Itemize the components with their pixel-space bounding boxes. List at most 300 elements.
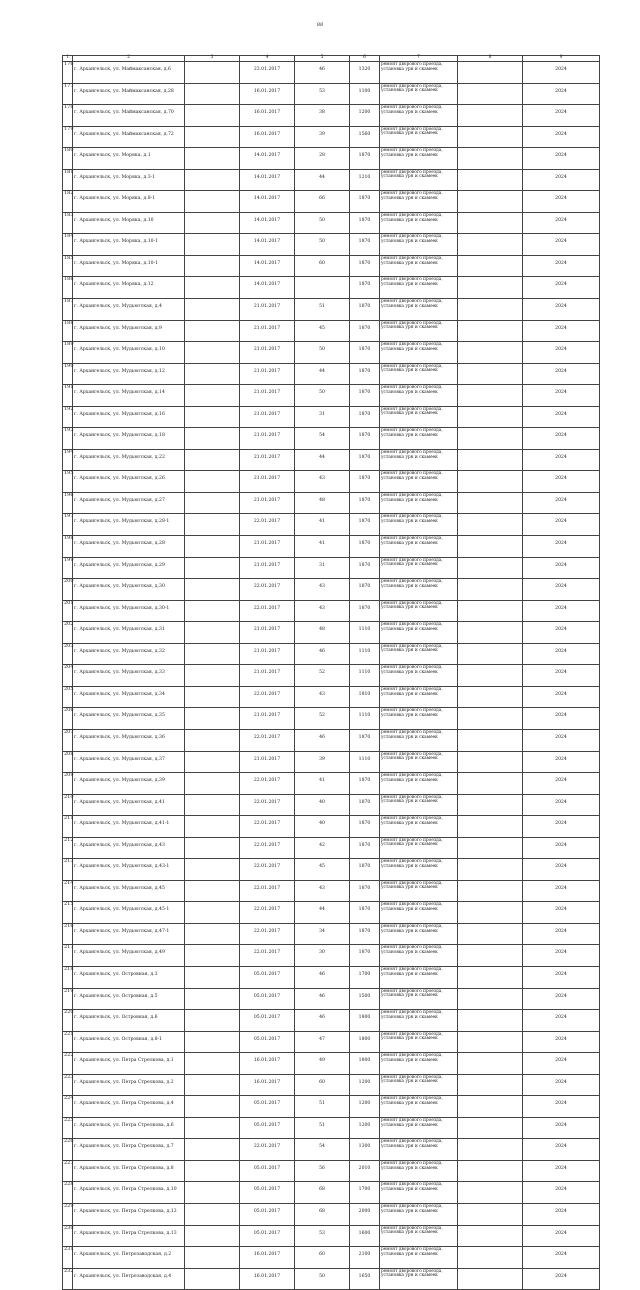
address-cell: г. Архангельск, ул. Мудьюгская, д.10: [73, 342, 185, 364]
work-type-cell: ремонт дворового проезда, установка урн и скамеек: [380, 794, 458, 816]
work-type-cell: ремонт дворового проезда, установка урн и скамеек: [380, 428, 458, 450]
address-cell: г. Архангельск, ул. Мудьюгская, д.37: [73, 751, 185, 773]
blank-cell: [458, 1053, 523, 1075]
table-row: [63, 406, 600, 428]
table-row: [63, 1139, 600, 1161]
work-type-cell: ремонт дворового проезда, установка урн и скамеек: [380, 880, 458, 902]
date-cell: 21.01.2017: [240, 643, 295, 665]
value-cell: 1650: [350, 1268, 380, 1290]
address-cell: г. Архангельск, ул. Мудьюгская, д.43: [73, 837, 185, 859]
work-type-cell: ремонт дворового проезда, установка урн и скамеек: [380, 643, 458, 665]
value-cell: 38: [295, 105, 350, 127]
value-cell: 1810: [350, 686, 380, 708]
address-cell: г. Архангельск, ул. Петра Стрелкова, д.8: [73, 1160, 185, 1182]
blank-cell: [185, 212, 240, 234]
blank-cell: [458, 169, 523, 191]
blank-cell: [458, 902, 523, 924]
year-cell: 2024: [523, 1053, 600, 1075]
blank-cell: [185, 622, 240, 644]
work-type-cell: ремонт дворового проезда, установка урн и скамеек: [380, 816, 458, 838]
value-cell: 1870: [350, 148, 380, 170]
date-cell: 22.01.2017: [240, 902, 295, 924]
table-row: [63, 148, 600, 170]
address-cell: г. Архангельск, ул. Мудьюгская, д.28: [73, 536, 185, 558]
work-type-cell: ремонт дворового проезда, установка урн и скамеек: [380, 277, 458, 299]
address-cell: г. Архангельск, ул. Мудьюгская, д.30: [73, 579, 185, 601]
date-cell: 22.01.2017: [240, 514, 295, 536]
year-cell: 2024: [523, 385, 600, 407]
blank-cell: [458, 83, 523, 105]
value-cell: 60: [295, 1074, 350, 1096]
year-cell: 2024: [523, 859, 600, 881]
date-cell: 22.01.2017: [240, 837, 295, 859]
year-cell: 2024: [523, 492, 600, 514]
value-cell: 1870: [350, 945, 380, 967]
blank-cell: [458, 342, 523, 364]
address-cell: г. Архангельск, ул. Мудьюгская, д.14: [73, 385, 185, 407]
date-cell: 16.01.2017: [240, 1247, 295, 1269]
date-cell: 22.01.2017: [240, 880, 295, 902]
date-cell: 22.01.2017: [240, 923, 295, 945]
row-number: 209: [63, 773, 73, 795]
date-cell: 21.01.2017: [240, 536, 295, 558]
blank-cell: [458, 923, 523, 945]
blank-cell: [458, 62, 523, 84]
blank-cell: [458, 1160, 523, 1182]
row-number: 211: [63, 816, 73, 838]
year-cell: 2024: [523, 277, 600, 299]
work-type-cell: ремонт дворового проезда, установка урн и скамеек: [380, 148, 458, 170]
date-cell: 14.01.2017: [240, 255, 295, 277]
row-number: 217: [63, 945, 73, 967]
table-row: [63, 966, 600, 988]
date-cell: 05.01.2017: [240, 1031, 295, 1053]
blank-cell: [185, 1010, 240, 1032]
date-cell: 05.01.2017: [240, 1010, 295, 1032]
table-row: [63, 1010, 600, 1032]
year-cell: 2024: [523, 255, 600, 277]
blank-cell: [185, 514, 240, 536]
table-row: [63, 1203, 600, 1225]
year-cell: 2024: [523, 880, 600, 902]
row-number: 194: [63, 449, 73, 471]
year-cell: 2024: [523, 363, 600, 385]
value-cell: 1870: [350, 449, 380, 471]
work-type-cell: ремонт дворового проезда, установка урн и скамеек: [380, 579, 458, 601]
value-cell: 1200: [350, 1074, 380, 1096]
work-type-cell: ремонт дворового проезда, установка урн и скамеек: [380, 837, 458, 859]
work-type-cell: ремонт дворового проезда, установка урн и скамеек: [380, 600, 458, 622]
work-type-cell: ремонт дворового проезда, установка урн и скамеек: [380, 320, 458, 342]
blank-cell: [458, 212, 523, 234]
work-type-cell: ремонт дворового проезда, установка урн и скамеек: [380, 859, 458, 881]
blank-cell: [185, 665, 240, 687]
year-cell: 2024: [523, 514, 600, 536]
row-number: 231: [63, 1247, 73, 1269]
blank-cell: [458, 1096, 523, 1118]
year-cell: 2024: [523, 945, 600, 967]
row-number: 213: [63, 859, 73, 881]
table-row: [63, 1160, 600, 1182]
date-cell: 21.01.2017: [240, 471, 295, 493]
table-row: [63, 169, 600, 191]
row-number: 222: [63, 1053, 73, 1075]
value-cell: 40: [295, 816, 350, 838]
address-cell: г. Архангельск, ул. Мудьюгская, д.29: [73, 557, 185, 579]
value-cell: 46: [295, 643, 350, 665]
table-row: [63, 902, 600, 924]
row-number: 229: [63, 1203, 73, 1225]
row-number: 180: [63, 148, 73, 170]
work-type-cell: ремонт дворового проезда, установка урн и скамеек: [380, 988, 458, 1010]
column-number: 1: [63, 56, 73, 62]
row-number: 181: [63, 169, 73, 191]
date-cell: 21.01.2017: [240, 428, 295, 450]
address-cell: г. Архангельск, ул. Моряка, д.10-1: [73, 255, 185, 277]
row-number: 203: [63, 643, 73, 665]
value-cell: 1800: [350, 1010, 380, 1032]
table-row: [63, 536, 600, 558]
year-cell: 2024: [523, 708, 600, 730]
value-cell: 50: [295, 1268, 350, 1290]
blank-cell: [458, 536, 523, 558]
value-cell: 1870: [350, 342, 380, 364]
page-number: 88: [316, 22, 324, 28]
work-type-cell: ремонт дворового проезда, установка урн и скамеек: [380, 449, 458, 471]
year-cell: 2024: [523, 1074, 600, 1096]
blank-cell: [458, 729, 523, 751]
year-cell: 2024: [523, 1139, 600, 1161]
row-number: 230: [63, 1225, 73, 1247]
work-type-cell: ремонт дворового проезда, установка урн и скамеек: [380, 234, 458, 256]
blank-cell: [458, 557, 523, 579]
row-number: 208: [63, 751, 73, 773]
table-row: [63, 816, 600, 838]
work-type-cell: ремонт дворового проезда, установка урн и скамеек: [380, 1182, 458, 1204]
address-cell: г. Архангельск, ул. Петра Стрелкова, д.4: [73, 1096, 185, 1118]
row-number: 179: [63, 126, 73, 148]
date-cell: 16.01.2017: [240, 1074, 295, 1096]
value-cell: 1100: [350, 83, 380, 105]
address-cell: г. Архангельск, ул. Мудьюгская, д.22: [73, 449, 185, 471]
address-cell: г. Архангельск, ул. Моряка, д.3-1: [73, 169, 185, 191]
value-cell: 46: [295, 62, 350, 84]
address-cell: г. Архангельск, ул. Мудьюгская, д.31: [73, 622, 185, 644]
table-row: [63, 363, 600, 385]
date-cell: 05.01.2017: [240, 1096, 295, 1118]
address-cell: г. Архангельск, ул. Мудьюгская, д.41-1: [73, 816, 185, 838]
date-cell: 14.01.2017: [240, 148, 295, 170]
year-cell: 2024: [523, 902, 600, 924]
value-cell: 1870: [350, 255, 380, 277]
table-row: [63, 665, 600, 687]
table-row: [63, 923, 600, 945]
blank-cell: [185, 945, 240, 967]
blank-cell: [458, 1117, 523, 1139]
work-type-cell: ремонт дворового проезда, установка урн и скамеек: [380, 773, 458, 795]
year-cell: 2024: [523, 665, 600, 687]
date-cell: 14.01.2017: [240, 277, 295, 299]
address-cell: г. Архангельск, ул. Петра Стрелкова, д.2: [73, 1074, 185, 1096]
value-cell: 68: [295, 1182, 350, 1204]
work-type-cell: ремонт дворового проезда, установка урн и скамеек: [380, 62, 458, 84]
value-cell: 1200: [350, 1117, 380, 1139]
value-cell: 1870: [350, 320, 380, 342]
value-cell: 1870: [350, 816, 380, 838]
table-row: [63, 686, 600, 708]
value-cell: 1800: [350, 1031, 380, 1053]
value-cell: 50: [295, 212, 350, 234]
blank-cell: [458, 1247, 523, 1269]
value-cell: 1300: [350, 1139, 380, 1161]
date-cell: 14.01.2017: [240, 234, 295, 256]
date-cell: 05.01.2017: [240, 1182, 295, 1204]
table-row: [63, 514, 600, 536]
row-number: 226: [63, 1139, 73, 1161]
year-cell: 2024: [523, 923, 600, 945]
blank-cell: [458, 600, 523, 622]
date-cell: 14.01.2017: [240, 191, 295, 213]
work-type-cell: ремонт дворового проезда, установка урн и скамеек: [380, 385, 458, 407]
row-number: 218: [63, 966, 73, 988]
row-number: 212: [63, 837, 73, 859]
address-cell: г. Архангельск, ул. Мудьюгская, д.18: [73, 428, 185, 450]
address-cell: г. Архангельск, ул. Петра Стрелкова, д.12: [73, 1203, 185, 1225]
value-cell: 1110: [350, 643, 380, 665]
value-cell: 48: [295, 622, 350, 644]
blank-cell: [185, 191, 240, 213]
work-type-cell: ремонт дворового проезда, установка урн и скамеек: [380, 1053, 458, 1075]
value-cell: 1870: [350, 492, 380, 514]
value-cell: 1870: [350, 773, 380, 795]
work-type-cell: ремонт дворового проезда, установка урн и скамеек: [380, 299, 458, 321]
work-type-cell: ремонт дворового проезда, установка урн и скамеек: [380, 708, 458, 730]
year-cell: 2024: [523, 449, 600, 471]
date-cell: 21.01.2017: [240, 622, 295, 644]
row-number: 196: [63, 492, 73, 514]
date-cell: 22.01.2017: [240, 729, 295, 751]
work-type-cell: ремонт дворового проезда, установка урн и скамеек: [380, 923, 458, 945]
value-cell: 1870: [350, 902, 380, 924]
date-cell: 21.01.2017: [240, 708, 295, 730]
address-cell: г. Архангельск, ул. Мудьюгская, д.34: [73, 686, 185, 708]
year-cell: 2024: [523, 1010, 600, 1032]
work-type-cell: ремонт дворового проезда, установка урн и скамеек: [380, 902, 458, 924]
date-cell: 05.01.2017: [240, 1225, 295, 1247]
work-type-cell: ремонт дворового проезда, установка урн и скамеек: [380, 1031, 458, 1053]
value-cell: 1200: [350, 1096, 380, 1118]
row-number: 192: [63, 406, 73, 428]
work-type-cell: ремонт дворового проезда, установка урн и скамеек: [380, 514, 458, 536]
address-cell: г. Архангельск, ул. Мудьюгская, д.30-1: [73, 600, 185, 622]
date-cell: 21.01.2017: [240, 665, 295, 687]
value-cell: 1870: [350, 923, 380, 945]
value-cell: 46: [295, 729, 350, 751]
blank-cell: [185, 1053, 240, 1075]
work-type-cell: ремонт дворового проезда, установка урн и скамеек: [380, 126, 458, 148]
blank-cell: [458, 794, 523, 816]
value-cell: 56: [295, 1160, 350, 1182]
blank-cell: [185, 126, 240, 148]
value-cell: 28: [295, 148, 350, 170]
blank-cell: [185, 966, 240, 988]
value-cell: 45: [295, 859, 350, 881]
blank-cell: [185, 923, 240, 945]
blank-cell: [458, 816, 523, 838]
value-cell: 1870: [350, 579, 380, 601]
row-number: 184: [63, 234, 73, 256]
address-cell: г. Архангельск, ул. Петра Стрелкова, д.1: [73, 1053, 185, 1075]
value-cell: 46: [295, 988, 350, 1010]
year-cell: 2024: [523, 126, 600, 148]
value-cell: 1870: [350, 277, 380, 299]
value-cell: 2010: [350, 1160, 380, 1182]
year-cell: 2024: [523, 600, 600, 622]
year-cell: 2024: [523, 1182, 600, 1204]
value-cell: 1870: [350, 859, 380, 881]
blank-cell: [185, 406, 240, 428]
value-cell: 1870: [350, 729, 380, 751]
value-cell: 50: [295, 385, 350, 407]
value-cell: 1870: [350, 299, 380, 321]
year-cell: 2024: [523, 1247, 600, 1269]
year-cell: 2024: [523, 557, 600, 579]
row-number: 200: [63, 579, 73, 601]
address-cell: г. Архангельск, ул. Маймаксанская, д.6: [73, 62, 185, 84]
date-cell: 22.01.2017: [240, 945, 295, 967]
blank-cell: [458, 449, 523, 471]
blank-cell: [458, 1182, 523, 1204]
row-number: 189: [63, 342, 73, 364]
address-cell: г. Архангельск, ул. Мудьюгская, д.36: [73, 729, 185, 751]
value-cell: 43: [295, 579, 350, 601]
value-cell: 44: [295, 169, 350, 191]
table-row: [63, 837, 600, 859]
date-cell: 16.01.2017: [240, 1268, 295, 1290]
blank-cell: [185, 1182, 240, 1204]
blank-cell: [185, 449, 240, 471]
work-type-cell: ремонт дворового проезда, установка урн и скамеек: [380, 557, 458, 579]
value-cell: 41: [295, 514, 350, 536]
address-cell: г. Архангельск, ул. Мудьюгская, д.16: [73, 406, 185, 428]
blank-cell: [458, 880, 523, 902]
year-cell: 2024: [523, 148, 600, 170]
blank-cell: [458, 1010, 523, 1032]
blank-cell: [185, 600, 240, 622]
date-cell: 21.01.2017: [240, 385, 295, 407]
value-cell: 30: [295, 945, 350, 967]
blank-cell: [185, 1117, 240, 1139]
row-number: 214: [63, 880, 73, 902]
address-cell: г. Архангельск, ул. Мудьюгская, д.9: [73, 320, 185, 342]
date-cell: 22.01.2017: [240, 579, 295, 601]
blank-cell: [458, 1031, 523, 1053]
blank-cell: [458, 1268, 523, 1290]
value-cell: 51: [295, 1096, 350, 1118]
row-number: 178: [63, 105, 73, 127]
blank-cell: [458, 1139, 523, 1161]
value-cell: 42: [295, 837, 350, 859]
table-row: [63, 126, 600, 148]
blank-cell: [458, 148, 523, 170]
table-row: [63, 212, 600, 234]
table-row: [63, 773, 600, 795]
row-number: 186: [63, 277, 73, 299]
blank-cell: [458, 708, 523, 730]
year-cell: 2024: [523, 1117, 600, 1139]
value-cell: 1870: [350, 536, 380, 558]
work-type-cell: ремонт дворового проезда, установка урн и скамеек: [380, 191, 458, 213]
value-cell: 60: [295, 1247, 350, 1269]
row-number: 187: [63, 299, 73, 321]
column-number: 2: [73, 56, 185, 62]
value-cell: 1870: [350, 363, 380, 385]
work-type-cell: ремонт дворового проезда, установка урн и скамеек: [380, 1203, 458, 1225]
value-cell: 1110: [350, 751, 380, 773]
year-cell: 2024: [523, 105, 600, 127]
work-type-cell: ремонт дворового проезда, установка урн и скамеек: [380, 1160, 458, 1182]
work-type-cell: ремонт дворового проезда, установка урн и скамеек: [380, 406, 458, 428]
work-type-cell: ремонт дворового проезда, установка урн и скамеек: [380, 105, 458, 127]
work-type-cell: ремонт дворового проезда, установка урн и скамеек: [380, 169, 458, 191]
row-number: 224: [63, 1096, 73, 1118]
value-cell: 1870: [350, 794, 380, 816]
table-row: [63, 945, 600, 967]
register-table-body: [63, 56, 600, 1290]
value-cell: 39: [295, 126, 350, 148]
blank-cell: [458, 126, 523, 148]
blank-cell: [458, 406, 523, 428]
row-number: 177: [63, 83, 73, 105]
value-cell: 53: [295, 83, 350, 105]
value-cell: 1870: [350, 837, 380, 859]
date-cell: 21.01.2017: [240, 406, 295, 428]
address-cell: г. Архангельск, ул. Островная, д.8-1: [73, 1031, 185, 1053]
blank-cell: [185, 428, 240, 450]
blank-cell: [185, 62, 240, 84]
address-cell: г. Архангельск, ул. Петра Стрелкова, д.7: [73, 1139, 185, 1161]
date-cell: 21.01.2017: [240, 557, 295, 579]
table-row: [63, 299, 600, 321]
blank-cell: [185, 492, 240, 514]
row-number: 191: [63, 385, 73, 407]
value-cell: 44: [295, 449, 350, 471]
date-cell: 22.01.2017: [240, 816, 295, 838]
year-cell: 2024: [523, 643, 600, 665]
value-cell: 1700: [350, 1182, 380, 1204]
value-cell: 39: [295, 751, 350, 773]
blank-cell: [185, 320, 240, 342]
date-cell: 21.01.2017: [240, 320, 295, 342]
value-cell: 68: [295, 1203, 350, 1225]
column-number: 7: [380, 56, 458, 62]
table-row: [63, 492, 600, 514]
address-cell: г. Архангельск, ул. Петра Стрелкова, д.13: [73, 1225, 185, 1247]
work-type-cell: ремонт дворового проезда, установка урн и скамеек: [380, 1268, 458, 1290]
value-cell: 1110: [350, 665, 380, 687]
blank-cell: [185, 234, 240, 256]
blank-cell: [185, 385, 240, 407]
date-cell: 05.01.2017: [240, 966, 295, 988]
blank-cell: [185, 255, 240, 277]
address-cell: г. Архангельск, ул. Маймаксанская, д.72: [73, 126, 185, 148]
value-cell: 44: [295, 363, 350, 385]
row-number: 205: [63, 686, 73, 708]
work-type-cell: ремонт дворового проезда, установка урн и скамеек: [380, 1117, 458, 1139]
address-cell: г. Архангельск, ул. Мудьюгская, д.26: [73, 471, 185, 493]
value-cell: 44: [295, 902, 350, 924]
work-type-cell: ремонт дворового проезда, установка урн и скамеек: [380, 492, 458, 514]
